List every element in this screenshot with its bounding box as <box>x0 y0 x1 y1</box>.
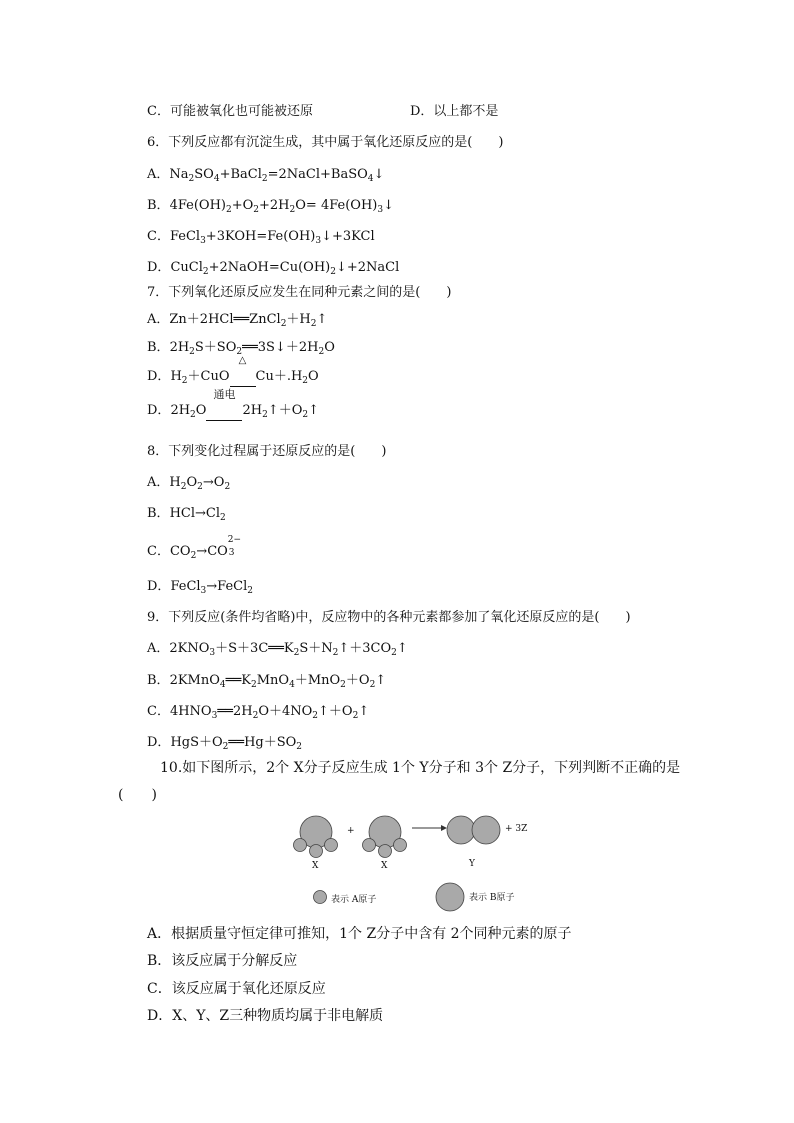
q9-stem: 9．下列反应(条件均省略)中，反应物中的各种元素都参加了氧化还原反应的是( ) <box>147 610 631 625</box>
molecule-y <box>447 816 500 844</box>
q6-option-c: C．$FeCl_3+3KOH=Fe(OH)_3↓+3KCl$ <box>147 229 375 246</box>
q5-option-d: D．以上都不是 <box>410 104 499 119</box>
q9-option-b: B．$2KMnO_4══K_2MnO_4+MnO_2+O_2↑$ <box>147 673 387 690</box>
legend-b-text: 表示 B原子 <box>469 893 515 903</box>
q9-option-a: A．$2KNO_3+S+3C══K_2S+N_2↑+3CO_2↑$ <box>147 641 408 658</box>
q8-option-c: C．$CO_2\to CO$ 2− 3 <box>147 535 242 561</box>
q7-option-a: A．$Zn+2HCl══ZnCl_2+H_2↑$ <box>147 312 328 329</box>
q7-stem: 7．下列氧化还原反应发生在同种元素之间的是( ) <box>147 285 452 300</box>
plus-3z-label: + 3Z <box>505 824 528 834</box>
electrolysis-condition: 通电 <box>213 388 236 401</box>
q10-answer-bracket: ( ) <box>118 787 157 803</box>
reaction-arrow-icon <box>412 825 447 831</box>
q6-stem: 6．下列反应都有沉淀生成，其中属于氧化还原反应的是( ) <box>147 135 504 150</box>
q10-option-a: A．根据质量守恒定律可推知，1个 Z分子中含有 2个同种元素的原子 <box>147 926 572 942</box>
q8-stem: 8．下列变化过程属于还原反应的是( ) <box>147 444 387 459</box>
q8-option-a: A．$H_2O_2\to O_2$ <box>147 475 231 492</box>
q10-stem: 10.如下图所示，2个 X分子反应生成 1个 Y分子和 3个 Z分子，下列判断不正确的是 <box>160 760 681 776</box>
label-y: Y <box>469 859 475 869</box>
label-x-2: X <box>381 861 388 871</box>
q9-option-c: C．$4HNO_3══2H_2O+4NO_2↑+O_2↑$ <box>147 704 370 721</box>
q7-option-c: D．$H_2+CuO$ △ $Cu+.H_2O$ <box>147 355 319 386</box>
q6-option-b: B．$4Fe(OH)_2+O_2+2H_2O=$ $4Fe(OH)_3↓$ <box>147 198 395 215</box>
q10-molecule-diagram <box>0 808 794 938</box>
q10-option-d: D．X、Y、Z三种物质均属于非电解质 <box>147 1008 384 1024</box>
molecule-x-1 <box>294 816 338 858</box>
q10-option-c: C．该反应属于氧化还原反应 <box>147 981 326 997</box>
legend-b-atom-icon <box>436 883 464 911</box>
q5-option-c: C．可能被氧化也可能被还原 <box>147 104 313 119</box>
label-x-1: X <box>312 861 319 871</box>
q8-option-b: B．$HCl\to Cl_2$ <box>147 506 226 523</box>
q8-option-d: D．FeCl$_3$→FeCl$_2$ <box>147 579 254 596</box>
q10-option-b: B．该反应属于分解反应 <box>147 953 298 969</box>
q6-option-a: A．$Na_2SO_4+BaCl_2=2NaCl+BaSO_4↓$ <box>147 167 385 184</box>
legend-a-text: 表示 A原子 <box>331 895 377 905</box>
molecule-x-2 <box>363 816 407 858</box>
plus-sign: + <box>347 826 355 836</box>
q7-option-d: D．$2H_2O$ 通电 $2H_2↑+O_2↑$ <box>147 388 319 420</box>
heat-triangle-icon: △ <box>238 355 247 366</box>
legend-a-atom-icon <box>314 891 327 904</box>
q7-option-b: B．$2H_2S+SO_2══3S↓+2H_2O$ <box>147 340 335 357</box>
q9-option-d: D．$HgS+O_2══Hg+SO_2$ <box>147 735 303 752</box>
q6-option-d: D．$CuCl_2+2NaOH=Cu(OH)_2↓+2NaCl$ <box>147 260 400 277</box>
